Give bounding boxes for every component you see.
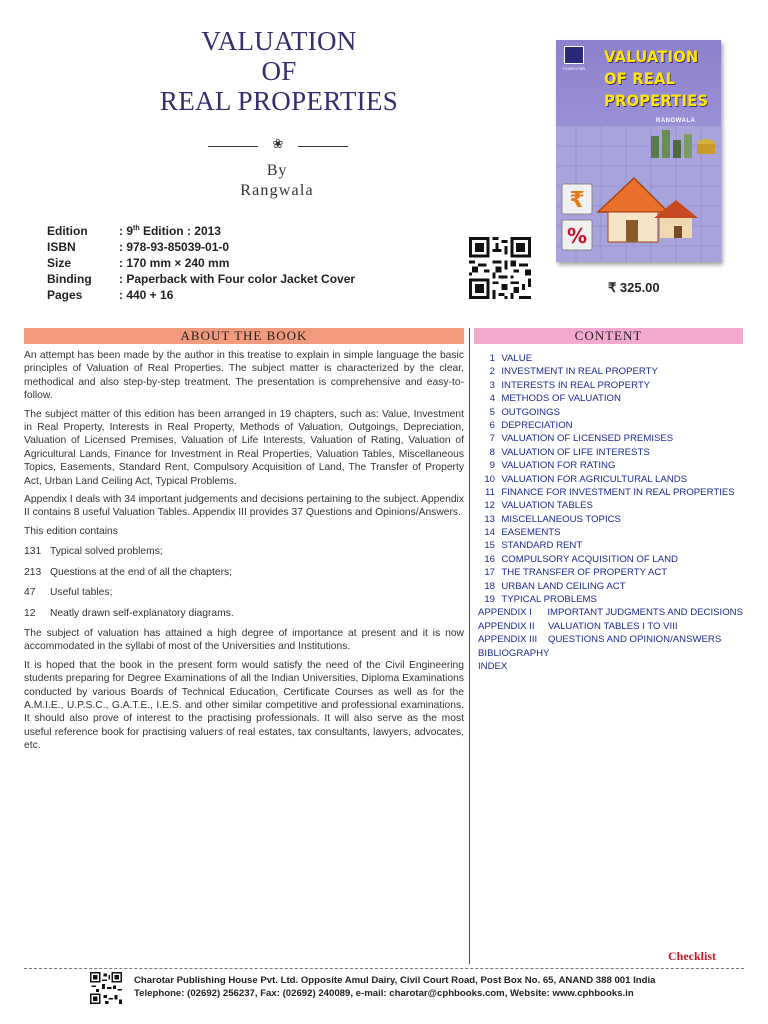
title-line-2: OF	[261, 56, 297, 86]
toc-item[interactable]	[478, 580, 743, 593]
detail-row-binding	[47, 271, 355, 287]
toc-item[interactable]	[478, 553, 743, 566]
about-section	[24, 349, 464, 758]
toc-index[interactable]: INDEX	[478, 660, 508, 672]
stat-text: Questions at the end of all the chapters;	[50, 566, 233, 578]
edition-superscript: th	[133, 225, 140, 232]
publisher-logo-icon	[564, 46, 584, 64]
about-section-header: ABOUT THE BOOK	[24, 328, 464, 344]
cover-author: RANGWALA	[656, 118, 696, 124]
toc-number: 3	[489, 379, 495, 391]
toc-label: INVESTMENT IN REAL PROPERTY	[501, 366, 658, 378]
toc-label: INTERESTS IN REAL PROPERTY	[501, 379, 651, 391]
edition-value	[119, 223, 221, 239]
column-divider	[469, 328, 470, 964]
toc-label: VALUATION FOR RATING	[501, 460, 616, 472]
toc-label: FINANCE FOR INVESTMENT IN REAL PROPERTIES	[501, 486, 735, 498]
stat-count: 47	[24, 587, 36, 599]
book-details	[47, 223, 355, 303]
toc-appendix[interactable]	[478, 620, 743, 633]
size-label: Size	[47, 256, 72, 270]
publisher-logo-text: CHAROTAR	[562, 66, 586, 71]
toc-item[interactable]	[478, 379, 743, 392]
cover-title-line-1: VALUATION	[604, 47, 699, 66]
footer-qr-code-icon[interactable]	[90, 972, 122, 1004]
stat-row	[24, 545, 464, 558]
toc-number: 6	[489, 419, 495, 431]
price-label: ₹ 325.00	[608, 280, 660, 295]
toc-item[interactable]	[478, 459, 743, 472]
isbn-value: : 978-93-85039-01-0	[119, 240, 230, 254]
qr-code-icon[interactable]	[469, 237, 531, 299]
ornament-line-left	[208, 146, 258, 147]
toc-label: VALUATION OF LICENSED PREMISES	[501, 433, 674, 445]
toc-item[interactable]	[478, 539, 743, 552]
stat-row	[24, 586, 464, 599]
toc-item[interactable]	[478, 392, 743, 405]
footer-contact[interactable]: Telephone: (02692) 256237, Fax: (02692) 240089, e-mail: charotar@cphbooks.com, Website: www.cphbooks.in	[134, 988, 634, 999]
isbn-label: ISBN	[47, 240, 76, 254]
stat-count: 12	[24, 607, 36, 619]
percent-glyph: %	[566, 224, 588, 248]
binding-value: : Paperback with Four color Jacket Cover	[119, 272, 356, 286]
cover-title-line-2: OF REAL	[604, 69, 676, 88]
appendix-number: APPENDIX I	[478, 607, 532, 619]
toc-item[interactable]	[478, 352, 743, 365]
toc-appendix[interactable]	[478, 606, 743, 619]
toc-number: 8	[489, 446, 495, 458]
appendix-number: APPENDIX II	[478, 620, 535, 632]
detail-row-isbn	[47, 239, 355, 255]
toc-number: 1	[489, 353, 495, 364]
toc-label: URBAN LAND CEILING ACT	[501, 580, 626, 592]
toc-number: 2	[489, 366, 495, 378]
about-paragraph-1: An attempt has been made by the author in this treatise to explain in simple language the basic principles of Valuation of Real Properties. The subject matter is characterized by the clear, methodical and also step-by-step treatment. The presentation is comprehensive and easy-to-follow.	[24, 350, 464, 402]
appendix-label: VALUATION TABLES I TO VIII	[548, 620, 678, 632]
toc-item[interactable]	[478, 473, 743, 486]
toc-label: VALUE	[501, 353, 533, 364]
toc-label: VALUATION TABLES	[501, 500, 593, 512]
toc-number: 15	[484, 540, 495, 552]
toc-number: 13	[484, 513, 495, 525]
toc-item[interactable]	[478, 566, 743, 579]
toc-item[interactable]	[478, 406, 743, 419]
contents-list	[478, 352, 743, 673]
toc-item[interactable]	[478, 486, 743, 499]
edition-suffix: Edition : 2013	[139, 224, 221, 238]
pages-value: : 440 + 16	[119, 288, 174, 302]
toc-label: COMPULSORY ACQUISITION OF LAND	[501, 553, 678, 565]
toc-number: 18	[484, 580, 495, 592]
about-paragraph-6: It is hoped that the book in the present form would satisfy the need of the Civil Engineering students preparing for Degree Examinations of all the Indian Universities, Diploma Examinations conducted by various Boards of Technical Education, Certificate Courses as well as for the A.M.I.E., U.P.S.C., G.A.T.E., I.E.S. and other similar competitive and professional examinations. It should also prove of interest to the practising professionals. It will also serve as the most useful reference book for practising valuers of real estates, tax consultants, lawyers, advocates, etc.	[24, 659, 464, 752]
detail-row-edition	[47, 223, 355, 239]
content-section-header: CONTENT	[474, 328, 743, 344]
toc-number: 11	[485, 486, 495, 498]
toc-number: 17	[484, 567, 495, 579]
stat-text: Useful tables;	[50, 587, 113, 599]
stat-row	[24, 607, 464, 620]
publisher-footer	[134, 974, 656, 1000]
toc-number: 19	[484, 594, 495, 606]
toc-number: 7	[489, 433, 495, 445]
toc-number: 9	[489, 460, 495, 472]
title-ornament	[208, 138, 348, 154]
about-paragraph-5: The subject of valuation has attained a high degree of importance at present and it is now accommodated in the syllabi of most of the Universities and Institutions.	[24, 627, 464, 653]
toc-label: STANDARD RENT	[501, 540, 583, 552]
detail-row-pages	[47, 287, 355, 303]
appendix-label: QUESTIONS AND OPINION/ANSWERS	[548, 634, 722, 646]
appendix-label: IMPORTANT JUDGMENTS AND DECISIONS	[547, 607, 743, 619]
appendix-number: APPENDIX III	[478, 634, 538, 646]
toc-item[interactable]	[478, 419, 743, 432]
toc-number: 12	[484, 500, 495, 512]
title-line-3: REAL PROPERTIES	[159, 86, 399, 116]
toc-number: 14	[484, 527, 495, 539]
title-line-1: VALUATION	[201, 26, 357, 56]
toc-item[interactable]	[478, 499, 743, 512]
stat-text: Typical solved problems;	[50, 546, 163, 558]
toc-label: EASEMENTS	[501, 527, 561, 539]
binding-label: Binding	[47, 272, 92, 286]
toc-label: MISCELLANEOUS TOPICS	[501, 513, 621, 525]
cover-title	[604, 46, 711, 112]
rupee-glyph: ₹	[569, 188, 585, 213]
toc-item[interactable]	[478, 513, 743, 526]
toc-item[interactable]	[478, 526, 743, 539]
toc-number: 5	[489, 406, 495, 418]
toc-item[interactable]	[478, 593, 743, 606]
toc-bibliography[interactable]: BIBLIOGRAPHY	[478, 647, 550, 659]
by-label: By	[266, 162, 288, 179]
toc-item[interactable]	[478, 365, 743, 378]
cover-title-line-3: PROPERTIES	[604, 91, 709, 110]
toc-label: THE TRANSFER OF PROPERTY ACT	[501, 567, 668, 579]
footer-address: Charotar Publishing House Pvt. Ltd. Opposite Amul Dairy, Civil Court Road, Post Box No. 65, ANAND 388 001 India	[134, 975, 656, 986]
size-value: : 170 mm × 240 mm	[119, 256, 230, 270]
toc-label: OUTGOINGS	[501, 406, 560, 418]
pages-label: Pages	[47, 288, 83, 302]
toc-number: 16	[484, 553, 495, 565]
about-paragraph-4: This edition contains	[24, 525, 118, 537]
stat-count: 131	[24, 546, 42, 558]
toc-item[interactable]	[478, 432, 743, 445]
toc-item[interactable]	[478, 446, 743, 459]
stat-count: 213	[24, 566, 42, 578]
about-paragraph-3: Appendix I deals with 34 important judgements and decisions pertaining to the subject. Appendix II contains 8 useful Valuation Tables. Appendix III provides 37 Questions and Opinions/Answers.	[24, 494, 464, 519]
stat-text: Neatly drawn self-explanatory diagrams.	[50, 607, 234, 619]
stat-row	[24, 566, 464, 579]
detail-row-size	[47, 255, 355, 271]
toc-label: TYPICAL PROBLEMS	[501, 594, 597, 606]
edition-prefix: : 9	[119, 224, 134, 238]
flower-icon: ❀	[272, 137, 284, 152]
toc-number: 4	[489, 393, 495, 405]
toc-label: DEPRECIATION	[501, 419, 573, 431]
edition-label: Edition	[47, 224, 88, 238]
toc-appendix[interactable]	[478, 633, 743, 646]
footer-divider	[24, 968, 744, 969]
about-paragraph-2: The subject matter of this edition has been arranged in 19 chapters, such as: Value, Investment in Real Property, Interests in Real Property, Methods of Valuation, Outgoings, Depreciation, Valuation of Licensed Premises, Valuation of Life Interests, Valuation of Rating, Valuation of Agricultural Lands, Finance for Investment in Real Properties, Valuation Tables, Miscellaneous Topics, Easements, Standard Rent, Compulsory Acquisition of Land, The Transfer of Property Act, Urban Land Ceiling Act, Typical Problems.	[24, 408, 464, 487]
ornament-line-right	[298, 146, 348, 147]
cover-artwork	[556, 126, 721, 262]
toc-label: VALUATION FOR AGRICULTURAL LANDS	[501, 473, 688, 485]
book-cover-image	[556, 40, 721, 262]
book-title	[120, 26, 438, 116]
author-name: Rangwala	[240, 182, 314, 199]
toc-label: METHODS OF VALUATION	[501, 393, 621, 405]
checklist-label[interactable]: Checklist	[668, 949, 716, 963]
toc-number: 10	[484, 473, 495, 485]
toc-label: VALUATION OF LIFE INTERESTS	[501, 446, 650, 458]
